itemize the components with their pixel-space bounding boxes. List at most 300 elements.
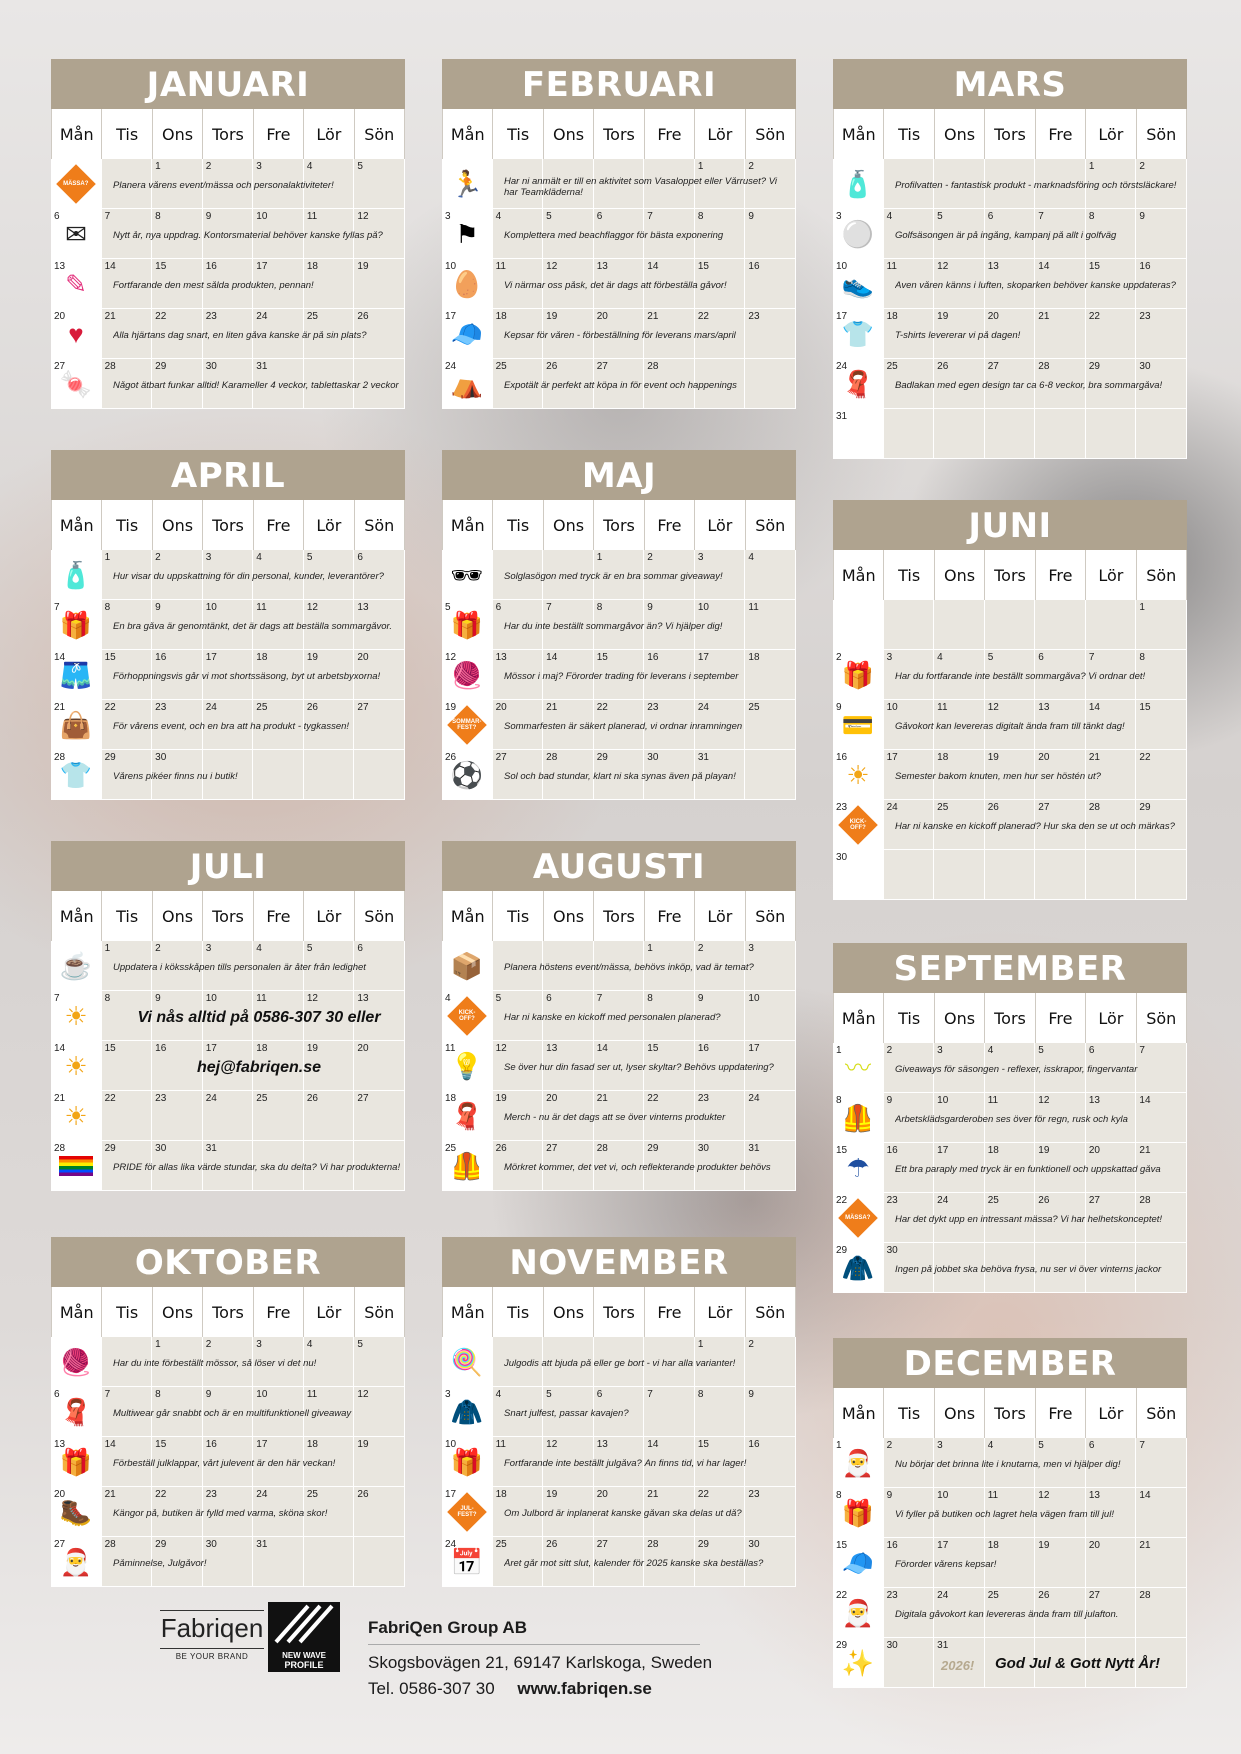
day-cell[interactable] <box>934 850 985 900</box>
weekday-label: Ons <box>935 993 985 1043</box>
day-number: 2 <box>748 1339 754 1350</box>
week-row <box>442 1141 796 1191</box>
day-number: 4 <box>306 1339 313 1350</box>
day-number: 19 <box>1038 1540 1050 1551</box>
day-number: 29 <box>596 752 608 763</box>
pen-icon: ✎ <box>65 269 87 299</box>
week-row <box>51 1091 405 1141</box>
day-cell[interactable] <box>1086 600 1137 650</box>
day-number: 10 <box>697 602 709 613</box>
giftbox-icon: 🎁 <box>450 1447 484 1477</box>
week-row <box>51 209 405 259</box>
weekday-label: Fre <box>254 500 304 550</box>
day-number: 23 <box>697 1093 709 1104</box>
weekday-label: Mån <box>52 891 102 941</box>
day-number: 6 <box>357 552 363 563</box>
company-phone: Tel. 0586-307 30 <box>368 1679 495 1698</box>
giftcard-icon: 💳 <box>841 710 875 740</box>
day-cell[interactable] <box>884 409 935 459</box>
day-number: 28 <box>647 361 659 372</box>
day-number: 20 <box>1038 752 1050 763</box>
month-mars <box>833 59 1187 459</box>
weekday-label: Lör <box>695 500 745 550</box>
brand-name: Fabriqen <box>160 1613 264 1643</box>
day-number: 16 <box>836 752 848 763</box>
day-number: 8 <box>697 1389 704 1400</box>
week-tip: Alla hjärtans dag snart, en liten gåva kanske är på sin plats? <box>113 331 367 341</box>
gift-icon: 🎁 <box>59 610 93 640</box>
day-number: 1 <box>1088 161 1095 172</box>
company-website[interactable]: www.fabriqen.se <box>517 1679 652 1698</box>
day-number: 18 <box>495 311 507 322</box>
day-number: 3 <box>748 943 754 954</box>
week-tip: Nytt år, nya uppdrag. Kontorsmaterial behöver kanske fyllas på? <box>113 231 383 241</box>
day-cell[interactable] <box>884 1638 935 1688</box>
day-number: 7 <box>1038 211 1044 222</box>
weekday-label: Tis <box>102 500 152 550</box>
day-cell[interactable] <box>1086 409 1137 459</box>
day-number: 30 <box>697 1143 709 1154</box>
weekday-label: Fre <box>254 1287 304 1337</box>
day-number: 11 <box>886 261 897 272</box>
day-number: 11 <box>987 1490 999 1501</box>
weekday-label: Mån <box>834 993 884 1043</box>
week-row <box>833 700 1187 750</box>
weekday-label: Sön <box>746 1287 796 1337</box>
bottle-icon: 🧴 <box>841 169 875 199</box>
day-cell[interactable] <box>354 1091 405 1141</box>
weekday-label: Tors <box>203 1287 253 1337</box>
day-number: 9 <box>748 211 754 222</box>
day-cell[interactable] <box>152 1091 203 1141</box>
day-number: 15 <box>1088 261 1100 272</box>
week-row <box>51 1041 405 1091</box>
week-row <box>833 1043 1187 1093</box>
day-number: 6 <box>546 993 552 1004</box>
sun-icon: ☀ <box>64 1001 88 1031</box>
year-label: 2026! <box>941 1658 975 1673</box>
day-number: 30 <box>886 1245 898 1256</box>
weekday-label: Fre <box>1036 1388 1086 1438</box>
weekday-label: Sön <box>1137 1388 1187 1438</box>
day-cell[interactable] <box>884 850 935 900</box>
weekday-label: Ons <box>153 500 203 550</box>
day-number: 14 <box>1139 1490 1151 1501</box>
wave-icon <box>268 1602 340 1646</box>
day-number: 27 <box>357 1093 369 1104</box>
day-number: 15 <box>104 652 116 663</box>
beanie-icon: 🧶 <box>450 660 484 690</box>
holiday-greeting: God Jul & Gott Nytt År! <box>995 1655 1160 1672</box>
golfball-icon: ⚪ <box>841 219 875 249</box>
shoe-icon: 👟 <box>841 269 875 299</box>
weekday-label: Lör <box>1086 1388 1136 1438</box>
day-cell[interactable] <box>253 1091 304 1141</box>
week-tip: Planera vårens event/mässa och personalaktiviteter! <box>113 181 334 191</box>
day-cell[interactable] <box>203 1091 254 1141</box>
day-number: 14 <box>647 261 659 272</box>
sunglasses-icon: 🕶 <box>450 560 484 590</box>
day-number: 22 <box>836 1195 848 1206</box>
week-tip: Påminnelse, Julgåvor! <box>113 1559 207 1569</box>
day-cell[interactable] <box>1035 850 1086 900</box>
day-number: 31 <box>256 361 268 372</box>
week-row <box>442 359 796 409</box>
day-number: 2 <box>697 943 704 954</box>
weekday-label: Ons <box>544 891 594 941</box>
day-number: 29 <box>104 752 116 763</box>
day-number: 13 <box>1088 1095 1100 1106</box>
day-number: 3 <box>937 1440 943 1451</box>
day-number: 20 <box>495 702 507 713</box>
week-tip: Mörkret kommer, det vet vi, och reflekterande produkter behövs <box>504 1163 771 1173</box>
week-row <box>51 1487 405 1537</box>
day-number: 25 <box>306 311 318 322</box>
day-number: 2 <box>836 652 842 663</box>
week-row <box>51 1437 405 1487</box>
day-number: 3 <box>445 1389 451 1400</box>
day-number: 30 <box>886 1640 898 1651</box>
day-number: 24 <box>937 1195 949 1206</box>
weekday-label: Fre <box>645 109 695 159</box>
santahat-icon: 🎅 <box>841 1598 875 1628</box>
weekday-header <box>51 1287 405 1337</box>
week-row <box>442 259 796 309</box>
day-number: 26 <box>987 802 999 813</box>
day-number: 7 <box>1088 652 1095 663</box>
day-number: 15 <box>155 261 167 272</box>
week-tip: Planera höstens event/mässa, behövs inköp, vad är temat? <box>504 963 754 973</box>
day-number: 1 <box>155 161 161 172</box>
day-number: 25 <box>445 1143 457 1154</box>
weekday-label: Tis <box>102 109 152 159</box>
day-number: 23 <box>205 1489 217 1500</box>
day-number: 8 <box>155 1389 161 1400</box>
partner-line1: NEW WAVE <box>282 1651 326 1660</box>
week-row <box>442 209 796 259</box>
day-cell[interactable] <box>833 409 884 459</box>
day-number: 8 <box>697 211 704 222</box>
day-number: 1 <box>697 161 704 172</box>
weekday-label: Fre <box>1036 993 1086 1043</box>
day-number: 5 <box>546 211 552 222</box>
day-number: 1 <box>155 1339 161 1350</box>
day-number: 20 <box>357 652 369 663</box>
day-cell[interactable] <box>833 600 884 650</box>
day-number: 22 <box>836 1590 848 1601</box>
day-number: 7 <box>54 602 60 613</box>
weekday-label: Lör <box>1086 993 1136 1043</box>
week-tip: Nu börjar det brinna lite i knutarna, men vi hjälper dig! <box>895 1460 1121 1470</box>
day-number: 23 <box>748 311 760 322</box>
week-row <box>833 1193 1187 1243</box>
day-number: 12 <box>1038 1095 1050 1106</box>
week-row <box>442 700 796 750</box>
day-number: 29 <box>155 1539 167 1550</box>
weekday-header <box>442 891 796 941</box>
beanie-icon: 🧶 <box>59 1347 93 1377</box>
weekday-header <box>51 891 405 941</box>
day-cell[interactable] <box>884 600 935 650</box>
week-row <box>442 1437 796 1487</box>
day-number: 7 <box>546 602 552 613</box>
day-number: 21 <box>546 702 558 713</box>
day-number: 9 <box>155 602 161 613</box>
weekday-label: Lör <box>304 1287 354 1337</box>
day-number: 30 <box>155 752 167 763</box>
weekday-header <box>442 1287 796 1337</box>
weekday-label: Mån <box>52 500 102 550</box>
gift-icon: 🎁 <box>841 660 875 690</box>
weekday-label: Sön <box>355 891 405 941</box>
week-row <box>833 850 1187 900</box>
week-row <box>442 1387 796 1437</box>
day-number: 19 <box>546 311 558 322</box>
week-tip: Förhoppningsvis går vi mot shortssäsong, byt ut arbetsbyxorna! <box>113 672 381 682</box>
day-number: 7 <box>54 993 60 1004</box>
day-number: 25 <box>306 1489 318 1500</box>
day-number: 17 <box>836 311 848 322</box>
week-tip: Fortfarande inte beställt julgåva? Än finns tid, vi har lager! <box>504 1459 747 1469</box>
day-number: 21 <box>1088 752 1100 763</box>
month-title: DECEMBER <box>833 1338 1187 1388</box>
week-row <box>833 1438 1187 1488</box>
weekday-label: Tis <box>884 109 934 159</box>
day-number: 21 <box>647 1489 659 1500</box>
brand-tagline: BE YOUR BRAND <box>175 1652 249 1661</box>
day-cell[interactable] <box>985 600 1036 650</box>
week-tip: Även våren känns i luften, skoparken behöver kanske uppdateras? <box>895 281 1176 291</box>
day-number: 25 <box>937 802 949 813</box>
day-number: 16 <box>205 261 217 272</box>
day-number: 14 <box>647 1439 659 1450</box>
week-row <box>51 1337 405 1387</box>
day-number: 2 <box>1139 161 1145 172</box>
day-cell[interactable] <box>934 409 985 459</box>
week-row <box>442 1537 796 1587</box>
day-number: 29 <box>836 1245 848 1256</box>
day-number: 14 <box>54 1043 66 1054</box>
day-number: 23 <box>205 311 217 322</box>
day-number: 13 <box>54 261 66 272</box>
day-number: 18 <box>886 311 898 322</box>
day-number: 10 <box>748 993 760 1004</box>
day-number: 1 <box>697 1339 704 1350</box>
day-cell[interactable] <box>1035 409 1086 459</box>
week-tip: Vi fyller på butiken och lagret hela vägen fram till jul! <box>895 1510 1114 1520</box>
day-cell[interactable] <box>1136 850 1187 900</box>
week-row <box>833 209 1187 259</box>
day-number: 16 <box>748 1439 760 1450</box>
day-number: 20 <box>357 1043 369 1054</box>
weekday-label: Sön <box>355 500 405 550</box>
day-number: 12 <box>1038 1490 1050 1501</box>
day-number: 23 <box>886 1590 898 1601</box>
day-number: 12 <box>987 702 999 713</box>
day-number: 2 <box>647 552 653 563</box>
weekday-label: Mån <box>443 109 493 159</box>
day-cell[interactable] <box>1086 850 1137 900</box>
day-number: 17 <box>205 652 217 663</box>
day-number: 22 <box>155 311 167 322</box>
day-cell[interactable] <box>304 1091 355 1141</box>
week-row <box>833 1143 1187 1193</box>
day-number: 8 <box>596 602 603 613</box>
day-number: 4 <box>987 1045 994 1056</box>
month-april <box>51 450 405 800</box>
day-number: 1 <box>104 943 111 954</box>
day-number: 28 <box>54 752 66 763</box>
day-number: 7 <box>104 1389 111 1400</box>
day-number: 13 <box>596 1439 608 1450</box>
week-tip: Julgodis att bjuda på eller ge bort - vi har alla varianter! <box>504 1359 736 1369</box>
day-number: 1 <box>647 943 653 954</box>
week-tip: Ingen på jobbet ska behöva frysa, nu ser vi över vinterns jackor <box>895 1265 1162 1275</box>
day-number: 11 <box>495 261 506 272</box>
day-number: 14 <box>104 261 116 272</box>
day-number: 24 <box>445 1539 457 1550</box>
day-cell[interactable] <box>1136 409 1187 459</box>
day-cell[interactable] <box>985 409 1036 459</box>
partner-line2: PROFILE <box>284 1660 324 1670</box>
day-number: 10 <box>445 1439 457 1450</box>
day-number: 22 <box>596 702 608 713</box>
day-number: 22 <box>647 1093 659 1104</box>
weekday-label: Tis <box>493 109 543 159</box>
day-number: 31 <box>697 752 709 763</box>
day-number: 8 <box>1088 211 1095 222</box>
day-cell[interactable] <box>833 850 884 900</box>
weekday-label: Fre <box>645 500 695 550</box>
day-cell[interactable] <box>102 1091 153 1141</box>
day-number: 28 <box>1139 1195 1151 1206</box>
day-number: 9 <box>647 602 653 613</box>
weekday-header <box>442 109 796 159</box>
day-number: 5 <box>306 943 313 954</box>
day-number: 17 <box>886 752 898 763</box>
day-number: 9 <box>205 1389 212 1400</box>
week-row <box>833 1538 1187 1588</box>
week-row <box>833 650 1187 700</box>
umbrella-icon: ☂ <box>846 1153 870 1183</box>
day-number: 8 <box>1139 652 1145 663</box>
day-number: 28 <box>104 1539 116 1550</box>
candycane-icon: 🍭 <box>450 1347 484 1377</box>
day-number: 25 <box>886 361 898 372</box>
sun-icon: ☀ <box>846 760 870 790</box>
day-number: 29 <box>1088 361 1100 372</box>
month-title: SEPTEMBER <box>833 943 1187 993</box>
day-number: 26 <box>1038 1195 1050 1206</box>
day-number: 21 <box>104 1489 116 1500</box>
contact-email-line[interactable]: hej@fabriqen.se <box>196 1059 322 1076</box>
day-number: 17 <box>937 1145 949 1156</box>
day-number: 25 <box>256 1093 268 1104</box>
runner-icon: 🏃 <box>450 169 484 199</box>
day-cell[interactable] <box>1035 600 1086 650</box>
weekday-label: Lör <box>304 109 354 159</box>
weekday-label: Tors <box>203 109 253 159</box>
day-number: 25 <box>748 702 760 713</box>
weekday-label: Mån <box>443 891 493 941</box>
month-december <box>833 1338 1187 1688</box>
day-number: 15 <box>155 1439 167 1450</box>
day-number: 21 <box>104 311 116 322</box>
weekday-label: Sön <box>1137 993 1187 1043</box>
day-number: 25 <box>495 361 507 372</box>
week-row <box>833 359 1187 409</box>
day-number: 6 <box>596 1389 603 1400</box>
day-number: 26 <box>546 361 558 372</box>
week-row <box>442 159 796 209</box>
weekday-label: Lör <box>1086 550 1136 600</box>
weekday-label: Fre <box>1036 109 1086 159</box>
day-number: 27 <box>54 361 66 372</box>
week-row <box>51 941 405 991</box>
day-number: 3 <box>256 161 262 172</box>
sommarfest-badge: SOMMAR-FEST? <box>448 705 486 745</box>
polo-icon: 👕 <box>59 760 93 790</box>
shorts-icon: 🩳 <box>59 660 93 690</box>
multiwear-icon: 🧣 <box>59 1397 93 1427</box>
day-number: 16 <box>886 1145 898 1156</box>
cap-icon: 🧢 <box>841 1548 875 1578</box>
day-number: 13 <box>1088 1490 1100 1501</box>
day-number: 23 <box>886 1195 898 1206</box>
day-number: 19 <box>357 1439 369 1450</box>
day-number: 28 <box>54 1143 66 1154</box>
day-number: 12 <box>306 993 318 1004</box>
weekday-label: Mån <box>443 500 493 550</box>
weekday-label: Ons <box>153 109 203 159</box>
month-title: JUNI <box>833 500 1187 550</box>
day-number: 13 <box>495 652 507 663</box>
day-number: 18 <box>256 1043 268 1054</box>
day-number: 4 <box>748 552 754 563</box>
day-cell[interactable] <box>1136 600 1187 650</box>
giftbox-icon: 🎁 <box>59 1447 93 1477</box>
day-number: 5 <box>445 602 451 613</box>
reflexband-icon: 〰 <box>844 1053 871 1083</box>
week-tip: Sommarfesten är säkert planerad, vi ordnar inramningen <box>504 722 743 732</box>
week-row <box>442 1337 796 1387</box>
day-number: 3 <box>256 1339 262 1350</box>
month-september <box>833 943 1187 1293</box>
day-number: 27 <box>1038 802 1050 813</box>
day-number: 9 <box>748 1389 754 1400</box>
week-row <box>833 1638 1187 1688</box>
day-number: 3 <box>445 211 451 222</box>
day-number: 9 <box>697 993 704 1004</box>
day-number: 21 <box>1038 311 1050 322</box>
day-cell[interactable] <box>934 600 985 650</box>
day-number: 10 <box>445 261 457 272</box>
day-number: 3 <box>836 211 842 222</box>
weekday-label: Sön <box>746 109 796 159</box>
day-cell[interactable] <box>985 850 1036 900</box>
week-tip: PRIDE för allas lika värde stundar, ska du delta? Vi har produkterna! <box>113 1163 401 1173</box>
box-icon: 📦 <box>450 951 484 981</box>
weekday-label: Tors <box>594 109 644 159</box>
day-number: 4 <box>495 1389 502 1400</box>
day-number: 11 <box>987 1095 999 1106</box>
day-number: 16 <box>748 261 760 272</box>
day-number: 31 <box>256 1539 268 1550</box>
scarf-icon: 🧣 <box>450 1101 484 1131</box>
day-number: 22 <box>104 702 116 713</box>
month-title: APRIL <box>51 450 405 500</box>
day-number: 3 <box>886 652 893 663</box>
